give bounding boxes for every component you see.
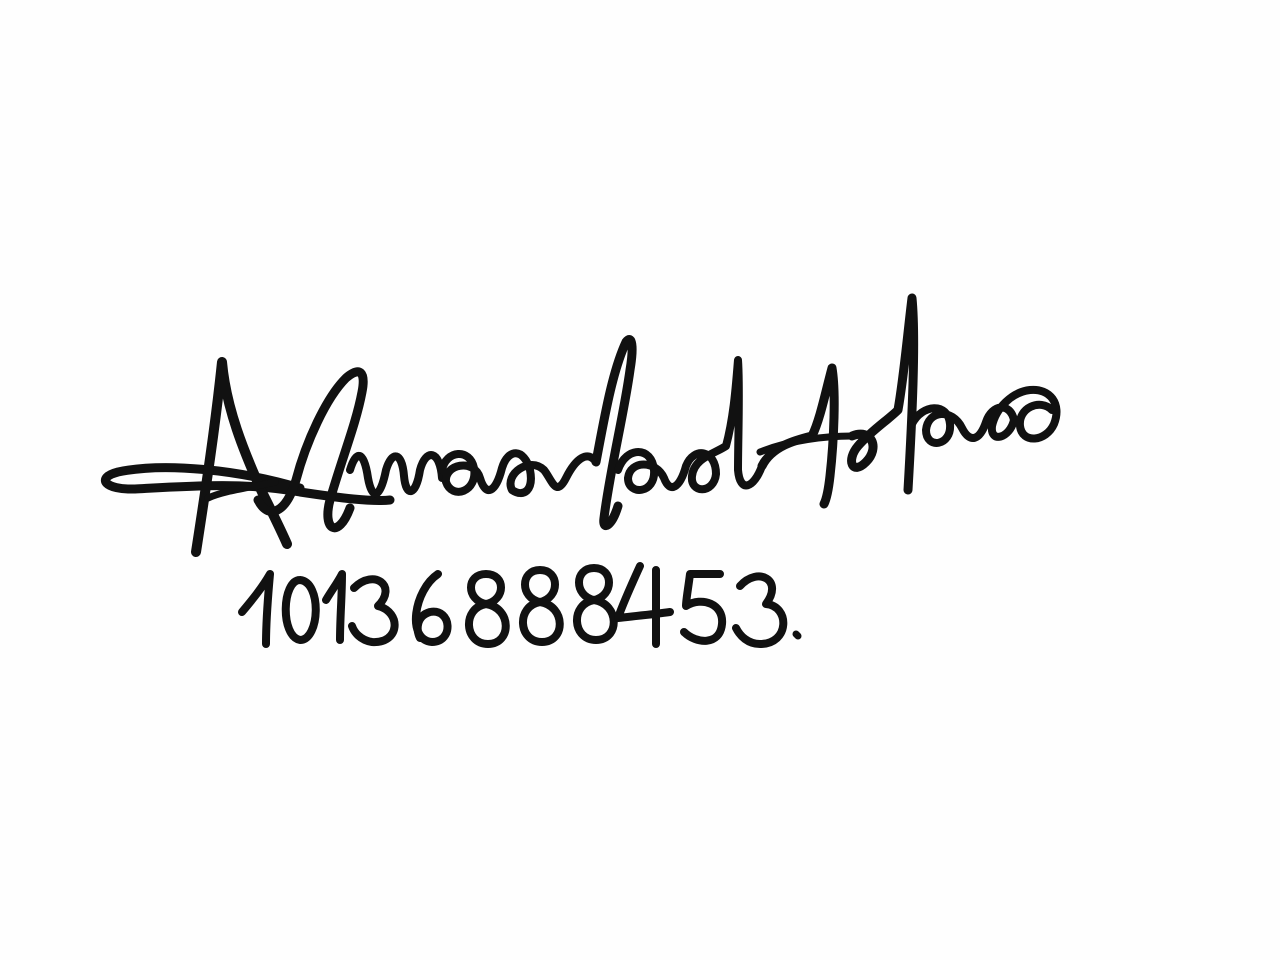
- id-digit-0: [286, 580, 316, 640]
- id-digit-8b: [523, 570, 560, 642]
- signature-letter-f: [258, 372, 363, 528]
- signature-letters-ana: [442, 453, 596, 493]
- id-digit-1: [242, 574, 270, 644]
- id-digit-4: [618, 566, 670, 644]
- id-digit-3b: [736, 576, 783, 644]
- id-period: [796, 634, 798, 636]
- id-digit-5: [684, 574, 722, 641]
- id-digit-6: [416, 574, 448, 642]
- signature-letter-a: [196, 362, 287, 552]
- signature-letter-p: [852, 298, 914, 490]
- signature-letters-un: [350, 455, 442, 494]
- signature-letters-aca: [912, 390, 1057, 443]
- id-digit-8c: [577, 568, 614, 640]
- id-digit-3: [352, 579, 395, 642]
- signature-letters-ada: [618, 360, 762, 490]
- signature-crossbar: [760, 436, 852, 452]
- signature-letter-l: [596, 340, 632, 526]
- id-digit-1b: [326, 574, 342, 640]
- id-digit-8: [469, 574, 506, 644]
